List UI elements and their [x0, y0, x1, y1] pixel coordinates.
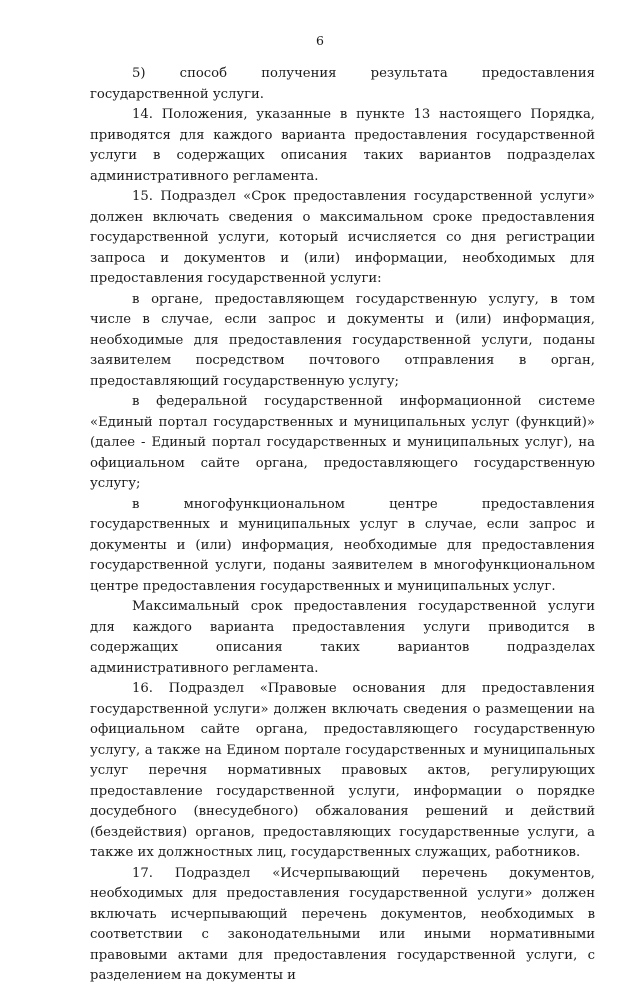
document-body	[90, 64, 595, 987]
paragraph-point-15: 15. Подраздел «Срок предоставления государственной услуги» должен включать сведения о максимальном сроке предоставления государственной услуги, который исчисляется со дня регистрации запроса и документов и (или) информации, необходимых для предоставления государственной услуги:	[90, 189, 595, 286]
paragraph-max-term: Максимальный срок предоставления государственной услуги для каждого варианта предоставления услуги приводится в содержащих описания таких вариантов подразделах административного регламента.	[90, 599, 595, 676]
paragraph-item-5: 5) способ получения результата предоставления государственной услуги.	[90, 66, 595, 102]
page-number: 6	[316, 33, 324, 48]
paragraph-point-14: 14. Положения, указанные в пункте 13 настоящего Порядка, приводятся для каждого варианта предоставления государственной услуги в содержащих описания таких вариантов подразделах административного регламента.	[90, 107, 595, 184]
paragraph-point-17: 17. Подраздел «Исчерпывающий перечень документов, необходимых для предоставления государственной услуги» должен включать исчерпывающий перечень документов, необходимых в соответствии с законодательными или иными нормативными правовыми актами для предоставления государственной услуги, с разделением на документы и	[90, 865, 595, 983]
paragraph-authority: в органе, предоставляющем государственную услугу, в том числе в случае, если запрос и документы и (или) информация, необходимые для предоставления государственной услуги, поданы заявителем посредством почтового отправления в орган, предоставляющий государственную услугу;	[90, 291, 595, 389]
paragraph-mfc: в многофункциональном центре предоставления государственных и муниципальных услуг в случае, если запрос и документы и (или) информация, необходимые для предоставления государственной услуги, поданы заявителем в многофункциональном центре предоставления государственных и муниципальных услуг.	[90, 496, 595, 594]
paragraph-federal-system: в федеральной государственной информационной системе «Единый портал государственных и муниципальных услуг (функций)» (далее - Единый портал государственных и муниципальных услуг), на официальном сайте органа, предоставляющего государственную услугу;	[90, 394, 595, 491]
paragraph-point-16: 16. Подраздел «Правовые основания для предоставления государственной услуги» должен включать сведения о размещении на официальном сайте органа, предоставляющего государственную услугу, а также на Едином портале государственных и муниципальных услуг перечня нормативных правовых актов, регулирующих предоставление государственной услуги, информации о порядке досудебного (внесудебного) обжалования решений и действий (бездействия) органов, предоставляющих государственные услуги, а также их должностных лиц, государственных служащих, работников.	[90, 681, 595, 860]
